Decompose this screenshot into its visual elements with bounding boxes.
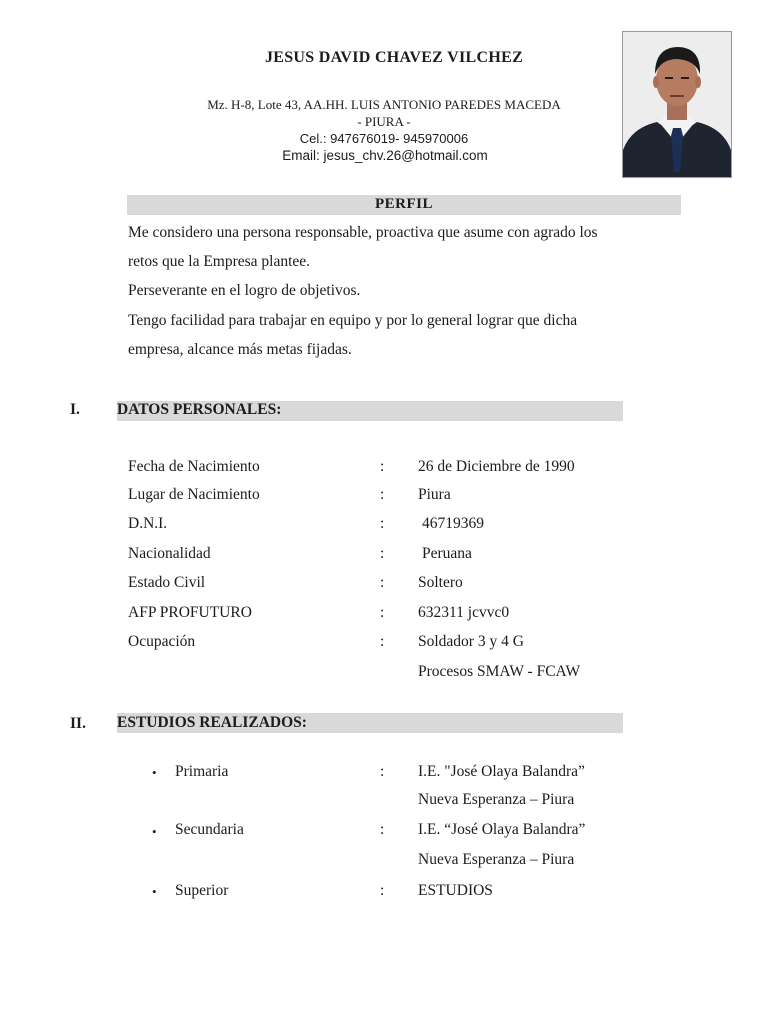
field-separator: : <box>380 763 385 780</box>
candidate-name: JESUS DAVID CHAVEZ VILCHEZ <box>264 49 524 66</box>
perfil-line: Tengo facilidad para trabajar en equipo y por lo general lograr que dicha <box>128 312 578 329</box>
field-value-occupation-extra: Procesos SMAW - FCAW <box>418 663 581 680</box>
study-school-primaria: I.E. "José Olaya Balandra” <box>418 763 585 780</box>
study-label-primaria: Primaria <box>175 763 229 780</box>
field-value-occupation: Soldador 3 y 4 G <box>418 633 524 650</box>
perfil-line: Perseverante en el logro de objetivos. <box>128 282 361 299</box>
datos-heading: DATOS PERSONALES: <box>117 401 282 418</box>
perfil-line: retos que la Empresa plantee. <box>128 253 311 270</box>
study-location-secundaria: Nueva Esperanza – Piura <box>418 851 575 868</box>
field-value-afp: 632311 jcvvc0 <box>418 604 510 621</box>
email-address: Email: jesus_chv.26@hotmail.com <box>282 148 488 163</box>
field-label-birthplace: Lugar de Nacimiento <box>128 486 260 503</box>
field-value-birthdate: 26 de Diciembre de 1990 <box>418 458 575 475</box>
field-label-birthdate: Fecha de Nacimiento <box>128 458 260 475</box>
estudios-heading: ESTUDIOS REALIZADOS: <box>117 714 307 731</box>
study-value-superior: ESTUDIOS <box>418 882 493 899</box>
field-separator: : <box>380 882 385 899</box>
bullet-icon: • <box>152 884 157 899</box>
field-separator: : <box>380 545 385 562</box>
field-separator: : <box>380 458 385 475</box>
perfil-line: empresa, alcance más metas fijadas. <box>128 341 352 358</box>
field-label-occupation: Ocupación <box>128 633 196 650</box>
field-label-dni: D.N.I. <box>128 515 168 532</box>
perfil-heading: PERFIL <box>374 196 433 212</box>
field-value-birthplace: Piura <box>418 486 451 503</box>
field-separator: : <box>380 515 385 532</box>
field-separator: : <box>380 633 385 650</box>
study-location-primaria: Nueva Esperanza – Piura <box>418 791 575 808</box>
bullet-icon: • <box>152 765 157 780</box>
perfil-line: Me considero una persona responsable, proactiva que asume con agrado los <box>128 224 598 241</box>
phone-numbers: Cel.: 947676019- 945970006 <box>299 131 469 146</box>
profile-photo <box>622 31 732 178</box>
bullet-icon: • <box>152 824 157 839</box>
field-label-civil-status: Estado Civil <box>128 574 206 591</box>
field-value-dni: 46719369 <box>422 515 484 532</box>
study-label-superior: Superior <box>175 882 229 899</box>
field-label-afp: AFP PROFUTURO <box>128 604 252 621</box>
field-separator: : <box>380 574 385 591</box>
field-value-nationality: Peruana <box>422 545 472 562</box>
section-number: II. <box>70 715 86 732</box>
field-separator: : <box>380 821 385 838</box>
field-separator: : <box>380 604 385 621</box>
field-separator: : <box>380 486 385 503</box>
field-label-nationality: Nacionalidad <box>128 545 211 562</box>
address-line: Mz. H-8, Lote 43, AA.HH. LUIS ANTONIO PAREDES MACEDA <box>207 97 561 112</box>
section-number: I. <box>70 401 80 418</box>
address-city: - PIURA - <box>357 114 411 129</box>
study-school-secundaria: I.E. “José Olaya Balandra” <box>418 821 586 838</box>
study-label-secundaria: Secundaria <box>175 821 244 838</box>
field-value-civil-status: Soltero <box>418 574 463 591</box>
